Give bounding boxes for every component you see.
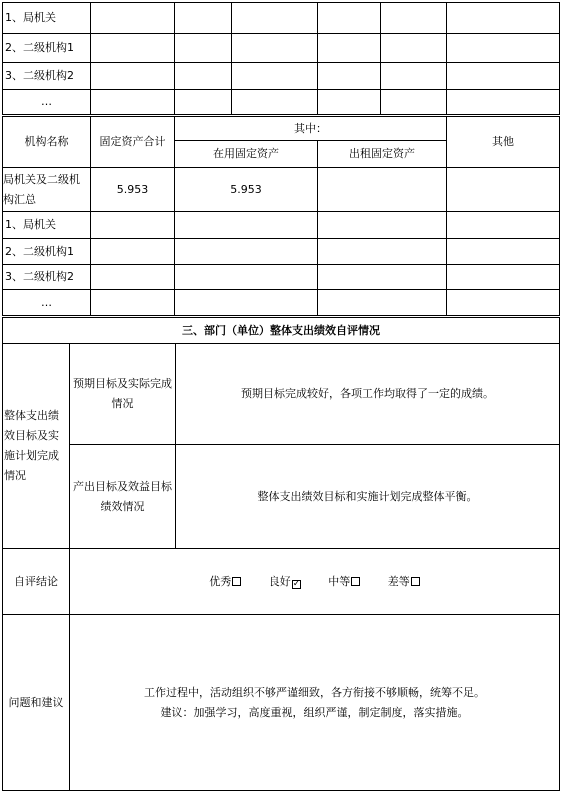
org-name-cell: 1、局机关: [3, 3, 91, 34]
option-good[interactable]: 良好 ✓: [268, 574, 301, 589]
issues-line: 工作过程中，活动组织不够严谨细致，各方衔接不够顺畅，统筹不足。: [144, 685, 486, 699]
conclusion-label: 自评结论: [3, 549, 70, 615]
table-row: [3, 34, 560, 63]
table-row: [3, 90, 560, 115]
item-label: 预期目标及实际完成情况: [70, 344, 176, 445]
org-name-cell: 局机关及二级机构汇总: [3, 168, 91, 212]
suggestions-line: 建议：加强学习，高度重视，组织严谨，制定制度，落实措施。: [160, 705, 469, 719]
fixed-total-header: 固定资产合计: [91, 117, 175, 168]
in-use-value: 5.953: [175, 168, 318, 212]
summary-row: [3, 168, 560, 212]
table-row: [3, 63, 560, 90]
checkbox-icon[interactable]: [232, 577, 241, 586]
table-row: [3, 290, 560, 316]
conclusion-row: [3, 549, 560, 615]
section-title-row: [3, 318, 560, 344]
header-row: [3, 117, 560, 141]
table-row: [3, 239, 560, 265]
issues-content: [70, 615, 560, 791]
org-name-cell: 2、二级机构1: [3, 34, 91, 63]
fixed-assets-table: [2, 116, 560, 316]
issues-row: [3, 615, 560, 791]
item-value: 预期目标完成较好，各项工作均取得了一定的成绩。: [176, 344, 560, 445]
checkbox-icon[interactable]: [351, 577, 360, 586]
option-average[interactable]: 中等: [328, 572, 360, 592]
org-name-cell: 3、二级机构2: [3, 63, 91, 90]
org-name-cell: 2、二级机构1: [3, 239, 91, 265]
fixed-total-value: 5.953: [91, 168, 175, 212]
section-title: 三、部门（单位）整体支出绩效自评情况: [3, 318, 560, 344]
org-name-cell: 3、二级机构2: [3, 265, 91, 290]
option-excellent[interactable]: 优秀: [209, 572, 241, 592]
item-label: 产出目标及效益目标绩效情况: [70, 445, 176, 549]
table-row: [3, 265, 560, 290]
checkbox-icon[interactable]: [411, 577, 420, 586]
self-evaluation-table: [2, 317, 560, 791]
other-header: 其他: [447, 117, 560, 168]
table-row: [3, 212, 560, 239]
option-poor[interactable]: 差等: [388, 572, 420, 592]
table-row: [3, 3, 560, 34]
item-value: 整体支出绩效目标和实施计划完成整体平衡。: [176, 445, 560, 549]
among-header: 其中：: [175, 117, 447, 141]
in-use-header: 在用固定资产: [175, 141, 318, 168]
table-row: [3, 344, 560, 445]
org-name-cell: …: [3, 290, 91, 316]
issues-label: 问题和建议: [3, 615, 70, 791]
row-label: 整体支出绩效目标及实施计划完成情况: [3, 344, 70, 549]
org-name-cell: 1、局机关: [3, 212, 91, 239]
checked-checkbox-icon[interactable]: ✓: [292, 578, 301, 589]
rented-header: 出租固定资产: [318, 141, 447, 168]
conclusion-options: [70, 549, 560, 615]
org-name-header: 机构名称: [3, 117, 91, 168]
table-row: [3, 445, 560, 549]
assets-table: [2, 2, 560, 115]
org-name-cell: …: [3, 90, 91, 115]
